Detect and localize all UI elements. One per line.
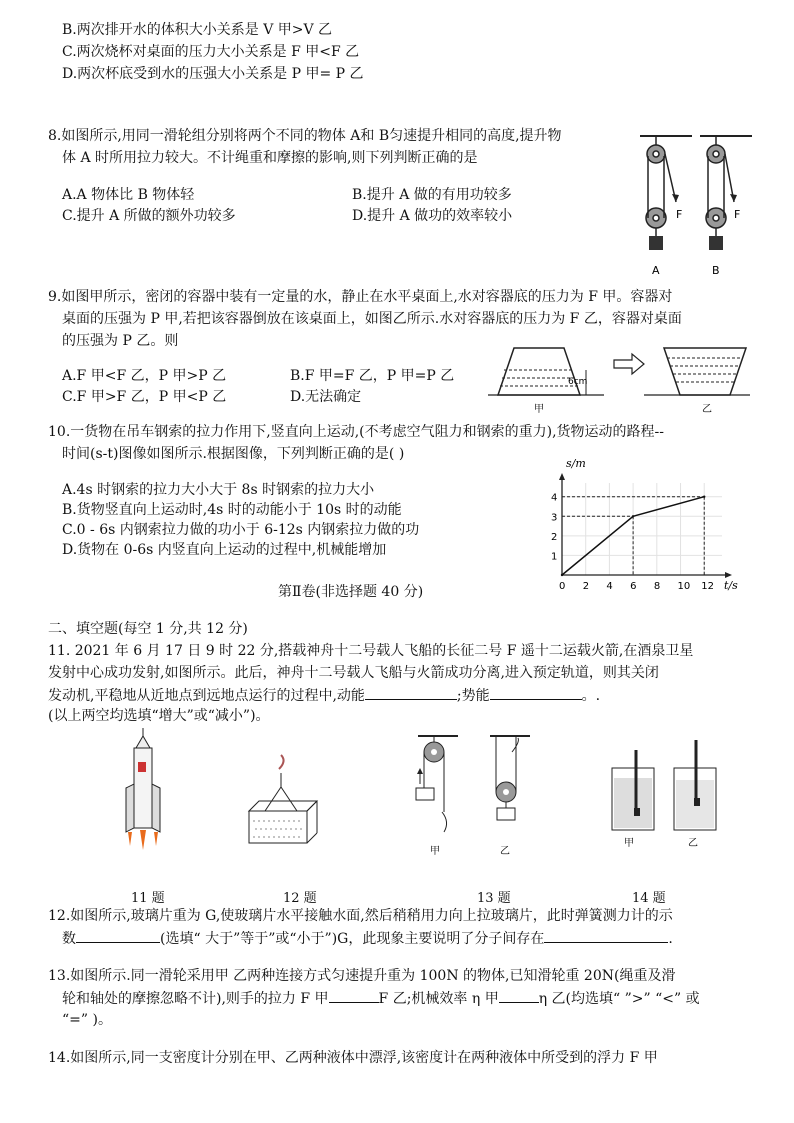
q11-line4: (以上两空均选填“增大”或“减小”)。 [48, 708, 270, 724]
q13-line2 [62, 988, 700, 1009]
pulley-pair-figure [412, 732, 542, 857]
q12-line2 [62, 928, 673, 949]
q11-line3-text-c: 。. [581, 688, 601, 704]
q9-stem-line1: 9.如图甲所示，密闭的容器中装有一定量的水，静止在水平桌面上,水对容器底的压力为 F 甲。容器对 [48, 289, 673, 305]
q9-stem-line3: 的压强为 P 乙。则 [62, 333, 179, 349]
rocket-figure [118, 728, 168, 863]
q13-line2-text-b: F 乙;机械效率 η 甲 [378, 991, 499, 1007]
chart-x-tick-label: 8 [653, 581, 661, 592]
q7-option-c: C.两次烧杯对桌面的压力大小关系是 F 甲<F 乙 [62, 44, 360, 60]
pulley-label-a: A [652, 264, 660, 277]
section2-title: 二、填空题(每空 1 分,共 12 分) [48, 621, 248, 637]
q8-option-a: A.A 物体比 B 物体轻 [62, 187, 195, 203]
chart-x-tick-label: 6 [630, 581, 637, 592]
chart-point [632, 515, 634, 517]
pulley-label-b: B [712, 264, 720, 277]
q11-line3 [48, 685, 600, 706]
q7-option-b: B.两次排开水的体积大小关系是 V 甲>V 乙 [62, 22, 333, 38]
pulley-force-label-a: F [676, 208, 683, 221]
chart-y-tick-label: 1 [551, 551, 558, 563]
q12-line2-text-b: (选填“ 大于”等于”或“小于”)G，此现象主要说明了分子间存在 [160, 931, 545, 947]
q11-line3-text-b: ;势能 [456, 688, 490, 704]
q11-blank-kinetic[interactable] [365, 685, 457, 700]
container-label-yi: 乙 [702, 404, 712, 415]
pulley-system-figure [636, 132, 756, 280]
q10-option-c: C.0 - 6s 内钢索拉力做的功小于 6-12s 内钢索拉力做的功 [62, 522, 420, 538]
chart-x-axis-label: t/s [724, 579, 738, 592]
q9-option-b: B.F 甲=F 乙，P 甲=P 乙 [290, 368, 455, 384]
q8-stem-line1: 8.如图所示,用同一滑轮组分别将两个不同的物体 A和 B匀速提升相同的高度,提升物 [48, 128, 562, 144]
q13-line2-text-a: 轮和轴处的摩擦忽略不计),则手的拉力 F 甲 [62, 991, 329, 1007]
hydrometer-label-jia: 甲 [624, 838, 634, 849]
q13-line1: 13.如图所示.同一滑轮采用甲 乙两种连接方式匀速提升重为 100N 的物体,已知滑轮重 20N(绳重及滑 [48, 968, 676, 984]
chart-x-tick-label: 4 [606, 581, 613, 592]
q13-line2-text-c: η 乙(均选填“ ”>” “<” 或 [538, 991, 700, 1007]
q12-line1: 12.如图所示,玻璃片重为 G,使玻璃片水平接触水面,然后稍稍用力向上拉玻璃片，此时弹簧测力计的示 [48, 908, 673, 924]
pulley-force-label-b: F [734, 208, 741, 221]
pulley-pair-label-yi: 乙 [500, 846, 510, 857]
chart-x-tick-label: 10 [677, 581, 691, 592]
chart-y-arrow [559, 473, 565, 480]
q8-option-b: B.提升 A 做的有用功较多 [352, 187, 512, 203]
q12-blank-force[interactable] [544, 928, 668, 943]
chart-y-axis-label: s/m [566, 457, 586, 470]
container-label-jia: 甲 [534, 404, 544, 415]
figure-caption-13: 13 题 [477, 891, 511, 906]
q12-blank-compare[interactable] [76, 928, 160, 943]
hydrometer-label-yi: 乙 [688, 838, 698, 849]
q8-option-d: D.提升 A 做功的效率较小 [352, 208, 513, 224]
figure-caption-14: 14 题 [632, 891, 666, 906]
q11-line1: 11. 2021 年 6 月 17 日 9 时 22 分,搭载神舟十二号载人飞船的长征二号 F 遥十二运载火箭,在酒泉卫星 [48, 643, 694, 659]
q11-line3-text-a: 发动机,平稳地从近地点到远地点运行的过程中,动能 [48, 688, 365, 704]
q10-option-b: B.货物竖直向上运动时,4s 时的动能小于 10s 时的动能 [62, 502, 402, 518]
st-graph [540, 455, 740, 600]
q10-stem-line1: 10.一货物在吊车钢索的拉力作用下,竖直向上运动,(不考虑空气阻力和钢索的重力),货物运动的路程-- [48, 424, 664, 440]
chart-x-tick-label: 0 [559, 581, 566, 592]
glass-plate-figure [243, 745, 323, 855]
container-figure [484, 340, 754, 420]
q11-line2: 发射中心成功发射,如图所示。此后，神舟十二号载人飞船与火箭成功分离,进入预定轨道，则其关闭 [48, 665, 659, 681]
q14-line1: 14.如图所示,同一支密度计分别在甲、乙两种液体中漂浮,该密度计在两种液体中所受到的浮力 F 甲 [48, 1050, 658, 1066]
chart-x-tick-label: 12 [701, 581, 714, 592]
chart-point [561, 574, 563, 576]
pulley-pair-label-jia: 甲 [430, 846, 440, 857]
hydrometer-figure [608, 738, 724, 856]
q13-blank-efficiency[interactable] [499, 988, 539, 1003]
chart-y-tick-label: 3 [551, 512, 558, 524]
q12-line2-text-a: 数 [62, 931, 76, 947]
q10-stem-line2: 时间(s-t)图像如图所示.根据图像，下列判断正确的是( ) [62, 446, 405, 462]
figure-caption-11: 11 题 [131, 891, 165, 906]
q10-option-d: D.货物在 0-6s 内竖直向上运动的过程中,机械能增加 [62, 542, 387, 558]
q8-stem-line2: 体 A 时所用拉力较大。不计绳重和摩擦的影响,则下列判断正确的是 [62, 150, 478, 166]
q9-option-c: C.F 甲>F 乙，P 甲<P 乙 [62, 389, 227, 405]
chart-y-tick-label: 4 [551, 492, 558, 504]
container-depth-label: 6cm [568, 377, 588, 387]
q9-option-d: D.无法确定 [290, 389, 362, 405]
q12-line2-text-c: . [668, 931, 673, 947]
q11-blank-potential[interactable] [490, 685, 582, 700]
q10-option-a: A.4s 时钢索的拉力大小大于 8s 时钢索的拉力大小 [62, 482, 375, 498]
chart-x-arrow [725, 572, 732, 578]
section2-caption: 第Ⅱ卷(非选择题 40 分) [278, 584, 424, 600]
q8-option-c: C.提升 A 所做的额外功较多 [62, 208, 236, 224]
chart-y-tick-label: 2 [551, 531, 558, 543]
q7-option-d: D.两次杯底受到水的压强大小关系是 P 甲= P 乙 [62, 66, 364, 82]
chart-point [703, 496, 705, 498]
q13-line3: “=” )。 [62, 1012, 112, 1028]
figure-caption-12: 12 题 [283, 891, 317, 906]
q9-option-a: A.F 甲<F 乙，P 甲>P 乙 [62, 368, 227, 384]
chart-x-tick-label: 2 [582, 581, 590, 592]
q13-blank-force[interactable] [329, 988, 379, 1003]
q9-stem-line2: 桌面的压强为 P 甲,若把该容器倒放在该桌面上，如图乙所示.水对容器底的压力为 F 乙，容器对桌面 [62, 311, 682, 327]
